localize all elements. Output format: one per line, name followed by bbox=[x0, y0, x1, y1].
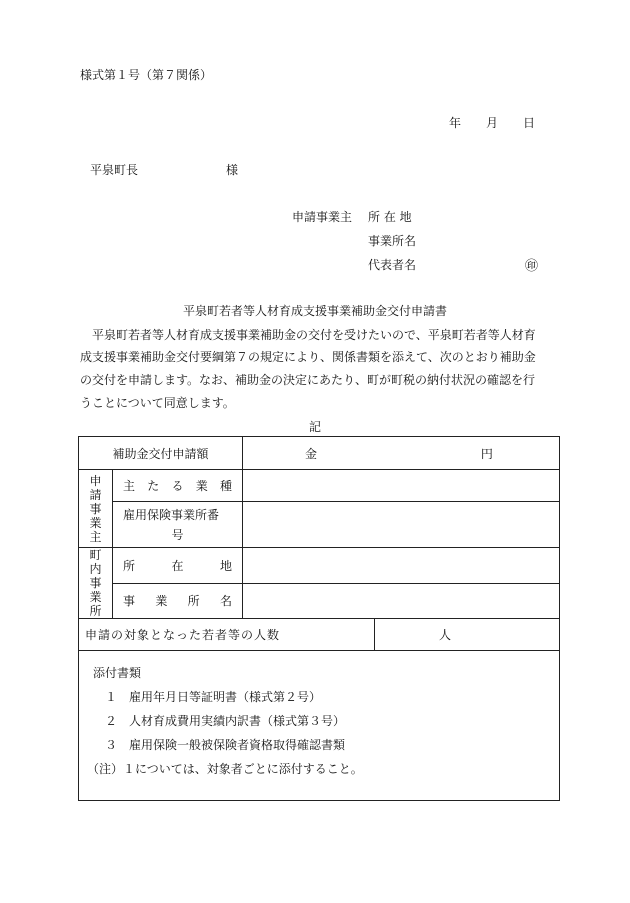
amount-kin: 金 bbox=[305, 446, 318, 461]
attachments-cell bbox=[79, 651, 560, 801]
count-unit: 人 bbox=[439, 628, 452, 642]
date-year: 年 bbox=[449, 116, 462, 130]
office-name-value[interactable] bbox=[243, 583, 560, 619]
main-business-label: 主 た る 業 種 bbox=[113, 470, 243, 502]
form-number: 様式第１号（第７関係） bbox=[80, 68, 213, 82]
seal-mark: ㊞ bbox=[525, 259, 539, 274]
attachment-item-1: １ 雇用年月日等証明書（様式第２号） bbox=[105, 690, 322, 704]
date-day: 日 bbox=[523, 116, 536, 130]
application-table bbox=[78, 436, 560, 801]
amount-label-cell bbox=[79, 437, 243, 470]
applicant-office-label: 事業所名 bbox=[368, 234, 417, 248]
applicant-address-label: 所 在 地 bbox=[368, 210, 412, 224]
office-name-label: 事 業 所 名 bbox=[113, 583, 243, 619]
location-value[interactable] bbox=[243, 548, 560, 584]
body-line-3: の交付を申請します。なお、補助金の決定にあたり、町が町税の納付状況の確認を行 bbox=[80, 373, 536, 387]
amount-value-cell[interactable] bbox=[243, 437, 560, 470]
count-label-cell bbox=[79, 619, 375, 651]
ki-label: 記 bbox=[308, 420, 321, 434]
date-month: 月 bbox=[486, 116, 499, 130]
applicant-label: 申請事業主 bbox=[292, 210, 353, 224]
amount-label: 補助金交付申請額 bbox=[112, 446, 209, 461]
body-line-4: うことについて同意します。 bbox=[80, 396, 235, 410]
body-line-1: 平泉町若者等人材育成支援事業補助金の交付を受けたいので、平泉町若者等人材育 bbox=[92, 328, 536, 342]
applicant-rep-label: 代表者名 bbox=[368, 258, 417, 272]
main-business-value[interactable] bbox=[243, 470, 560, 502]
document-title: 平泉町若者等人材育成支援事業補助金交付申請書 bbox=[182, 304, 447, 318]
count-value-cell[interactable] bbox=[375, 619, 560, 651]
addressee-name: 平泉町長 bbox=[90, 163, 139, 177]
body-line-2: 成支援事業補助金交付要綱第７の規定により、関係書類を添えて、次のとおり補助金 bbox=[80, 350, 536, 364]
addressee-honorific: 様 bbox=[226, 163, 239, 177]
attachments-heading: 添付書類 bbox=[93, 666, 142, 680]
amount-yen: 円 bbox=[480, 446, 493, 461]
count-label: 申請の対象となった若者等の人数 bbox=[85, 628, 281, 642]
attachment-item-3: ３ 雇用保険一般被保険者資格取得確認書類 bbox=[105, 738, 346, 752]
insurance-no-value[interactable] bbox=[243, 502, 560, 548]
location-label: 所 在 地 bbox=[113, 548, 243, 584]
attachment-note: （注）１については、対象者ごとに添付すること。 bbox=[87, 762, 363, 776]
insurance-no-label: 雇用保険事業所番 号 bbox=[113, 502, 243, 548]
town-group-cell: 町 内 事 業 所 bbox=[79, 548, 113, 619]
applicant-group-cell: 申 請 事 業 主 bbox=[79, 470, 113, 548]
attachment-item-2: ２ 人材育成費用実績内訳書（様式第３号） bbox=[105, 714, 346, 728]
